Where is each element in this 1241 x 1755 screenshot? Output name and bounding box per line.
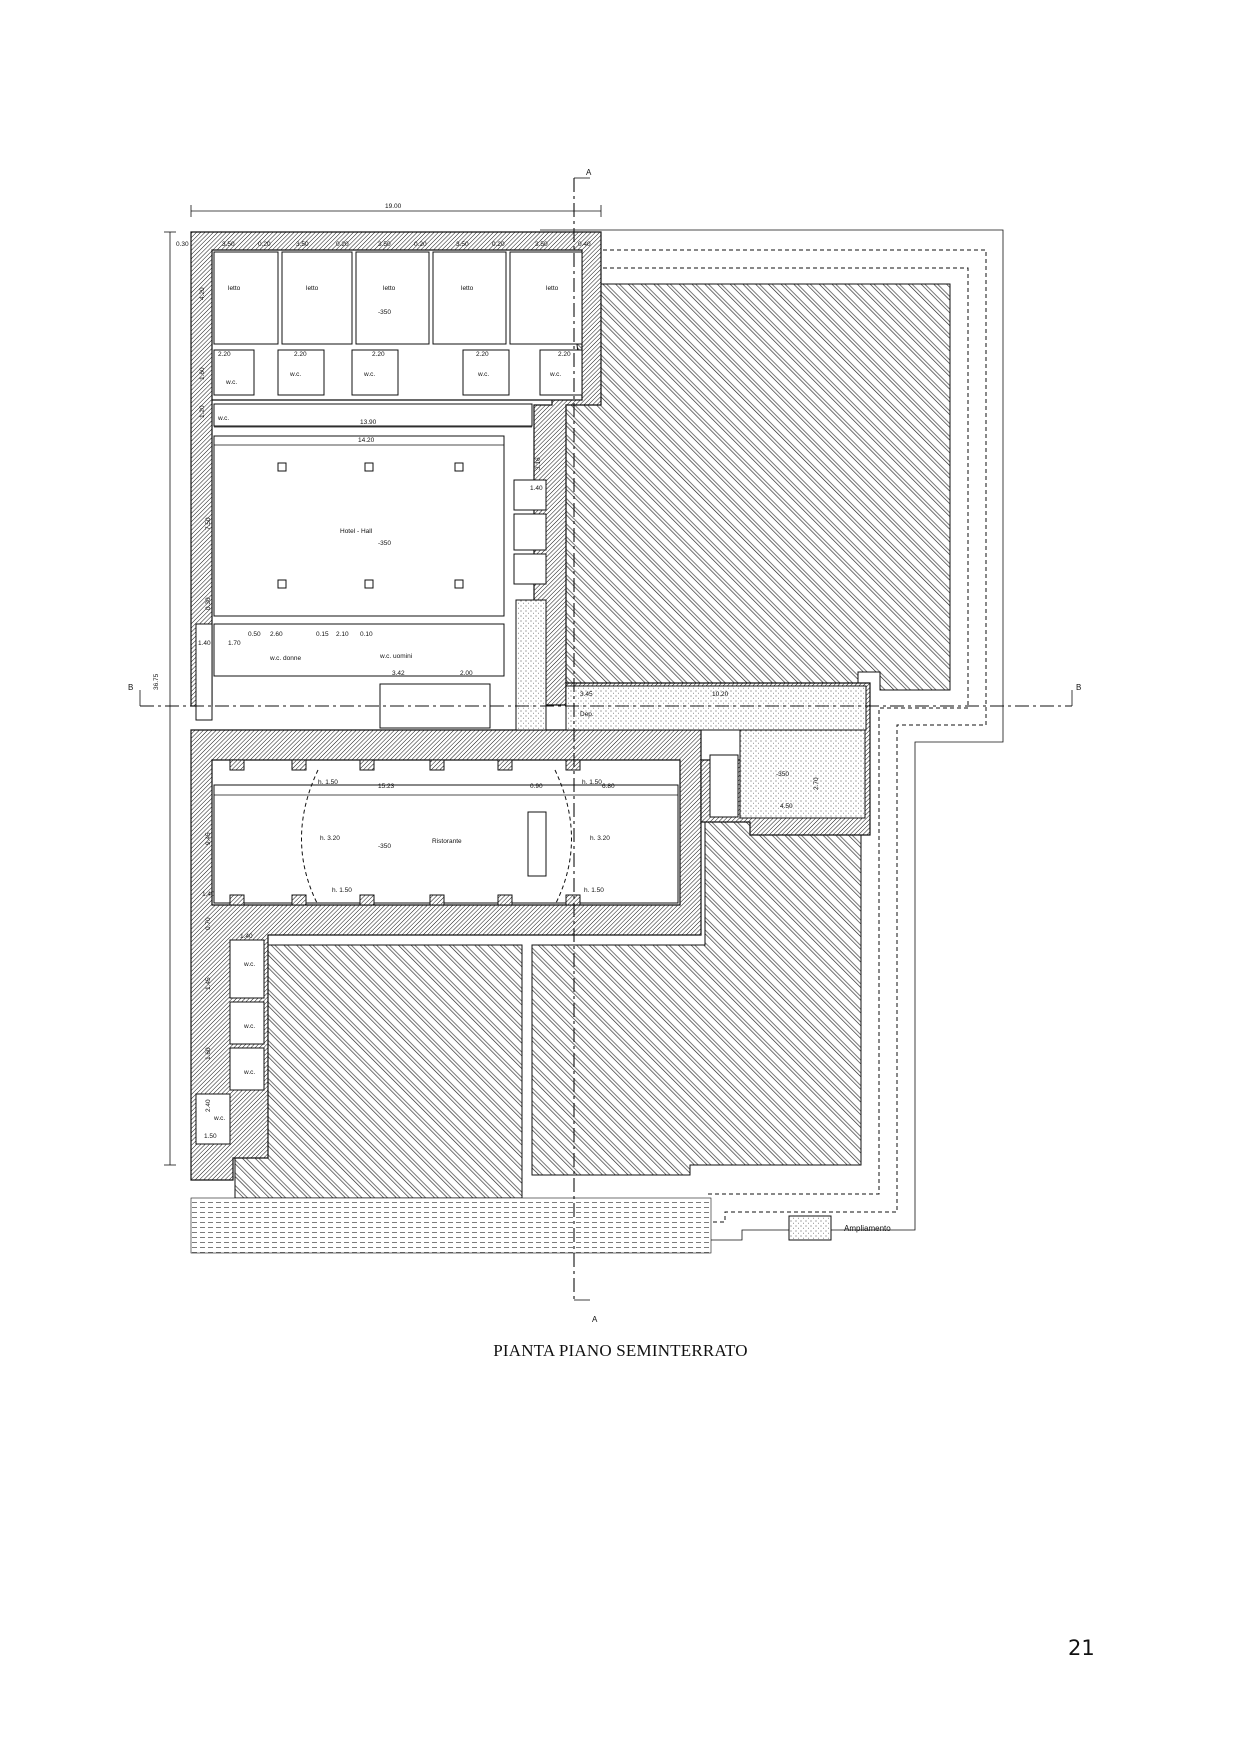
section-label-b-right: B — [1076, 683, 1082, 692]
room-letto-2 — [282, 252, 352, 344]
dim-945: 9.45 — [205, 832, 212, 845]
dim-overall-height: 36.75 — [153, 673, 160, 690]
label-wc-5: w.c. — [550, 371, 562, 378]
dim-140-d: 1.40 — [240, 933, 253, 940]
dim-145: 1.45 — [205, 977, 212, 990]
label-wc-donne: w.c. donne — [270, 655, 302, 662]
label-letto-3: letto — [383, 285, 396, 292]
dim-wall-4: 0.20 — [492, 241, 505, 248]
label-letto-4: letto — [461, 285, 474, 292]
stair-shaft — [516, 600, 546, 730]
ampliamento-room — [740, 730, 865, 818]
dim-wc-3: 2.20 — [372, 351, 385, 358]
dim-wc-1: 2.20 — [218, 351, 231, 358]
dim-wc-4: 2.20 — [476, 351, 489, 358]
label-wc-south-1: w.c. — [244, 961, 256, 968]
label-letto-5: letto — [546, 285, 559, 292]
height-150-d: h. 1.50 — [584, 887, 604, 894]
dim-200: 2.00 — [460, 670, 473, 677]
dim-150: 1.50 — [204, 1133, 217, 1140]
label-dep: Dep. — [580, 711, 594, 718]
dim-1523: 15.23 — [378, 783, 395, 790]
dim-090: 0.90 — [530, 783, 543, 790]
dim-room-depth: 4.20 — [199, 287, 206, 300]
legend-swatch — [789, 1216, 831, 1240]
dim-170: 1.70 — [228, 640, 241, 647]
label-hall: Hotel - Hall — [340, 528, 373, 535]
level-letto-3: -350 — [378, 309, 392, 316]
level-ristorante: -350 — [378, 843, 392, 850]
dim-overall-width: 19.00 — [385, 203, 402, 210]
label-letto-2: letto — [306, 285, 319, 292]
room-letto-3 — [356, 252, 429, 344]
lift-shaft — [710, 755, 738, 817]
label-wc-1: w.c. — [226, 379, 238, 386]
dim-room-3: 3.50 — [378, 241, 391, 248]
label-wc-uomini: w.c. uomini — [380, 653, 413, 660]
label-wc-corridor: w.c. — [218, 415, 230, 422]
earth-area-east — [566, 284, 950, 690]
label-letto-1: letto — [228, 285, 241, 292]
label-wc-south-4: w.c. — [214, 1115, 226, 1122]
dim-wall-2: 0.20 — [336, 241, 349, 248]
dim-010-a: 0.10 — [360, 631, 373, 638]
dim-wall-1: 0.20 — [258, 241, 271, 248]
dim-240: 2.40 — [205, 1099, 212, 1112]
dim-680: 6.80 — [602, 783, 615, 790]
dim-room-5: 3.50 — [535, 241, 548, 248]
room-letto-5 — [510, 252, 582, 344]
label-ristorante: Ristorante — [432, 838, 462, 845]
label-wc-3: w.c. — [364, 371, 376, 378]
dim-wall-left: 0.30 — [176, 241, 189, 248]
dim-hall-width: 14.20 — [358, 437, 375, 444]
dim-wc-5: 2.20 — [558, 351, 571, 358]
dim-1020: 10.20 — [712, 691, 729, 698]
page-number: 21 — [1068, 1636, 1095, 1660]
height-320-b: h. 3.20 — [590, 835, 610, 842]
drawing-caption: PIANTA PIANO SEMINTERRATO — [493, 1341, 748, 1360]
dim-450: 4.50 — [780, 803, 793, 810]
dim-260: 2.60 — [270, 631, 283, 638]
section-label-a-bottom: A — [592, 1315, 598, 1324]
label-wc-2: w.c. — [290, 371, 302, 378]
dim-342: 3.42 — [392, 670, 405, 677]
dim-wall-3: 0.20 — [414, 241, 427, 248]
service-room-2 — [514, 514, 546, 550]
label-wc-south-3: w.c. — [244, 1069, 256, 1076]
dim-070: 0.70 — [205, 917, 212, 930]
dim-140-b: 1.40 — [198, 640, 211, 647]
dim-140-c: 1.40 — [202, 891, 215, 898]
section-label-a-top: A — [586, 168, 592, 177]
service-room-3 — [514, 554, 546, 584]
dim-corridor: 13.90 — [360, 419, 377, 426]
dim-316: 3.16 — [535, 457, 542, 470]
dim-210: 2.10 — [336, 631, 349, 638]
level-hall: -350 — [378, 540, 392, 547]
room-letto-4 — [433, 252, 506, 344]
legend-label: Ampliamento — [844, 1224, 891, 1233]
earth-area-south — [235, 945, 522, 1198]
room-wc-south-1 — [230, 940, 264, 998]
dim-room-1: 3.50 — [222, 241, 235, 248]
legend — [789, 1216, 891, 1240]
dim-140-a: 1.40 — [530, 485, 543, 492]
height-150-a: h. 1.50 — [318, 779, 338, 786]
dim-wall-right: 0.40 — [578, 241, 591, 248]
dim-wc-depth: 1.60 — [199, 367, 206, 380]
dim-015: 0.15 — [316, 631, 329, 638]
dim-wc-2: 2.20 — [294, 351, 307, 358]
dim-050: 0.50 — [248, 631, 261, 638]
section-label-b-left: B — [128, 683, 134, 692]
dim-hall-depth: 7.50 — [205, 517, 212, 530]
room-letto-1 — [214, 252, 278, 344]
label-wc-south-2: w.c. — [244, 1023, 256, 1030]
dim-160: 1.60 — [205, 1047, 212, 1060]
earth-area-bottom-strip — [191, 1198, 711, 1253]
dim-120: 1.20 — [199, 405, 206, 418]
height-150-c: h. 1.50 — [332, 887, 352, 894]
dim-030-a: 0.30 — [205, 597, 212, 610]
dim-room-4: 3.50 — [456, 241, 469, 248]
height-150-b: h. 1.50 — [582, 779, 602, 786]
dim-room-2: 3.50 — [296, 241, 309, 248]
height-320-a: h. 3.20 — [320, 835, 340, 842]
dim-270: 2.70 — [813, 777, 820, 790]
label-wc-4: w.c. — [478, 371, 490, 378]
level-ampliamento: -350 — [776, 771, 790, 778]
dim-345: 3.45 — [580, 691, 593, 698]
